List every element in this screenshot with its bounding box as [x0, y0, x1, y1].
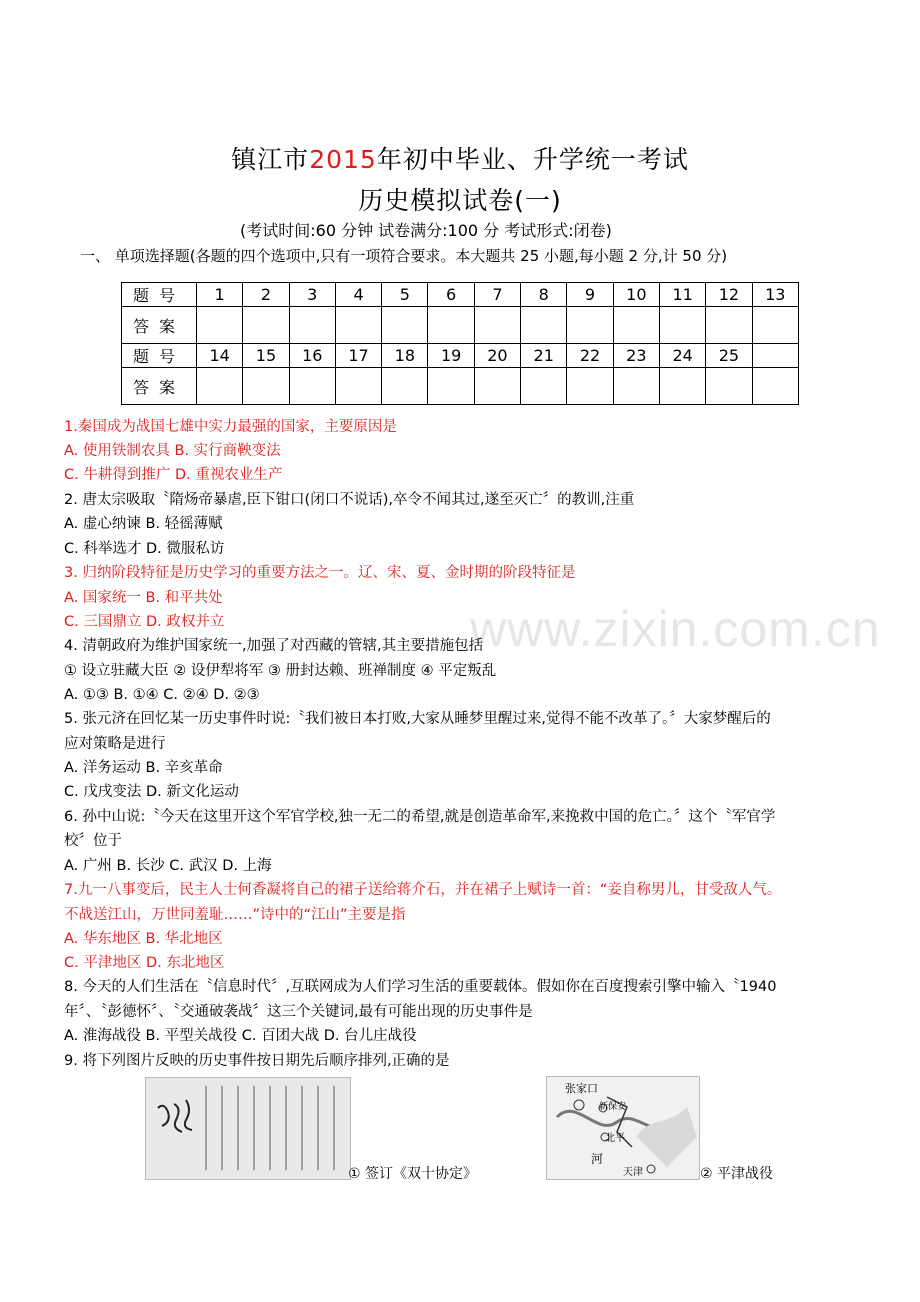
answer-cell	[567, 307, 613, 344]
question-line: 3. 归纳阶段特征是历史学习的重要方法之一。辽、宋、夏、金时期的阶段特征是	[64, 565, 576, 581]
question-line: 2. 唐太宗吸取〝隋炀帝暴虐,臣下钳口(闭口不说话),卒令不闻其过,遂至灭亡〞的教训,注重	[64, 492, 635, 508]
answer-cell	[289, 307, 335, 344]
answer-cell	[335, 368, 381, 405]
answer-cell	[243, 368, 289, 405]
question-line: 不战送江山，万世同羞耻……”诗中的“江山”主要是指	[64, 907, 406, 923]
question-line: A. 淮海战役 B. 平型关战役 C. 百团大战 D. 台儿庄战役	[64, 1028, 417, 1044]
question-number-cell: 3	[289, 283, 335, 307]
question-line: C. 三国鼎立 D. 政权并立	[64, 614, 225, 630]
label-answer: 答案	[122, 307, 197, 344]
answer-cell	[474, 368, 520, 405]
answer-cell	[659, 368, 705, 405]
answer-cell	[382, 307, 428, 344]
map-label-zhangjiakou: 张家口	[565, 1082, 598, 1095]
map-label-river: 河	[591, 1152, 604, 1166]
question-number-cell	[752, 344, 798, 368]
answer-cell	[706, 368, 752, 405]
question-line: A. 虚心纳谏 B. 轻徭薄赋	[64, 516, 223, 532]
question-number-cell: 17	[335, 344, 381, 368]
question-line: ① 设立驻藏大臣 ② 设伊犁将军 ③ 册封达赖、班禅制度 ④ 平定叛乱	[64, 663, 497, 679]
section-heading: 一、 单项选择题(各题的四个选项中,只有一项符合要求。本大题共 25 小题,每小题 2 分,计 50 分)	[80, 247, 728, 265]
question-line: 7.九一八事变后，民主人士何香凝将自己的裙子送给蒋介石，并在裙子上赋诗一首：“妾自称男儿，甘受敌人气。	[64, 882, 782, 898]
question-number-cell: 8	[521, 283, 567, 307]
question-line: 9. 将下列图片反映的历史事件按日期先后顺序排列,正确的是	[64, 1053, 450, 1069]
map-label-tianjin: 天津	[623, 1167, 643, 1178]
answer-cell	[243, 307, 289, 344]
title-rest: 年初中毕业、升学统一考试	[376, 145, 689, 174]
answer-cell	[474, 307, 520, 344]
question-number-cell: 25	[706, 344, 752, 368]
map-label-xinbaoan: 新保安	[599, 1102, 627, 1112]
question-line: 6. 孙中山说:〝今天在这里开这个军官学校,独一无二的希望,就是创造革命军,来挽救中国的危亡。〞这个〝军官学	[64, 809, 776, 825]
question-number-cell: 22	[567, 344, 613, 368]
answer-cell	[382, 368, 428, 405]
answer-cell	[428, 368, 474, 405]
answer-cell	[335, 307, 381, 344]
question-line: 校〞位于	[64, 833, 122, 849]
question-line: C. 牛耕得到推广 D. 重视农业生产	[64, 467, 283, 483]
question-number-cell: 13	[752, 283, 798, 307]
answer-cell	[613, 368, 659, 405]
exam-subtitle-title: 历史模拟试卷(一)	[358, 186, 562, 215]
question-line: 1.秦国成为战国七雄中实力最强的国家，主要原因是	[64, 419, 397, 435]
question-line: A. ①③ B. ①④ C. ②④ D. ②③	[64, 687, 260, 703]
question-number-cell: 19	[428, 344, 474, 368]
question-number-cell: 1	[197, 283, 243, 307]
question-number-cell: 15	[243, 344, 289, 368]
question-number-cell: 9	[567, 283, 613, 307]
answer-cell	[752, 368, 798, 405]
question-number-cell: 10	[613, 283, 659, 307]
question-line: A. 使用铁制农具 B. 实行商鞅变法	[64, 443, 281, 459]
question-line: 年〞、〝彭德怀〞、〝交通破袭战〞这三个关键词,最有可能出现的历史事件是	[64, 1004, 533, 1020]
map-label-beiping: 北平	[605, 1133, 625, 1144]
question-number-cell: 11	[659, 283, 705, 307]
question-number-cell: 20	[474, 344, 520, 368]
question-number-cell: 2	[243, 283, 289, 307]
answer-cell	[197, 368, 243, 405]
answer-cell	[289, 368, 335, 405]
answer-cell	[706, 307, 752, 344]
watermark: www.zixin.com.cn	[470, 601, 881, 657]
answer-cell	[521, 307, 567, 344]
answer-cell	[752, 307, 798, 344]
question-number-cell: 16	[289, 344, 335, 368]
question-line: C. 平津地区 D. 东北地区	[64, 955, 225, 971]
pingjin-campaign-map	[546, 1076, 700, 1180]
question-line: 8. 今天的人们生活在〝信息时代〞,互联网成为人们学习生活的重要载体。假如你在百度搜索引擎中输入〝1940	[64, 979, 777, 995]
question-number-cell: 7	[474, 283, 520, 307]
answer-cell	[521, 368, 567, 405]
figure-caption-2: ② 平津战役	[700, 1166, 774, 1182]
question-line: A. 广州 B. 长沙 C. 武汉 D. 上海	[64, 858, 272, 874]
question-number-cell: 4	[335, 283, 381, 307]
question-number-cell: 12	[706, 283, 752, 307]
answer-cell	[197, 307, 243, 344]
question-number-cell: 14	[197, 344, 243, 368]
label-question-number: 题号	[122, 344, 197, 368]
question-line: A. 国家统一 B. 和平共处	[64, 590, 223, 606]
question-number-cell: 23	[613, 344, 659, 368]
question-number-cell: 21	[521, 344, 567, 368]
question-line: 5. 张元济在回忆某一历史事件时说:〝我们被日本打败,大家从睡梦里醒过来,觉得不能不改革了。〞大家梦醒后的	[64, 711, 771, 727]
question-line: 4. 清朝政府为维护国家统一,加强了对西藏的管辖,其主要措施包括	[64, 638, 484, 654]
title-city: 镇江市	[231, 145, 310, 174]
exam-info: (考试时间:60 分钟 试卷满分:100 分 考试形式:闭卷)	[240, 221, 612, 240]
question-number-cell: 6	[428, 283, 474, 307]
question-line: A. 洋务运动 B. 辛亥革命	[64, 760, 223, 776]
question-line: C. 戊戌变法 D. 新文化运动	[64, 784, 239, 800]
question-line: A. 华东地区 B. 华北地区	[64, 931, 223, 947]
question-number-cell: 18	[382, 344, 428, 368]
question-line: 应对策略是进行	[64, 736, 166, 752]
answer-cell	[428, 307, 474, 344]
figure-caption-1: ① 签订《双十协定》	[348, 1166, 478, 1182]
treaty-document-image	[145, 1077, 351, 1180]
label-question-number: 题号	[122, 283, 197, 307]
label-answer: 答案	[122, 368, 197, 405]
title-year: 2015	[309, 145, 377, 174]
answer-cell	[659, 307, 705, 344]
question-line: C. 科举选才 D. 微服私访	[64, 541, 225, 557]
exam-title	[0, 140, 920, 176]
answer-cell	[613, 307, 659, 344]
answer-cell	[567, 368, 613, 405]
answer-table	[121, 282, 799, 405]
question-number-cell: 5	[382, 283, 428, 307]
question-number-cell: 24	[659, 344, 705, 368]
